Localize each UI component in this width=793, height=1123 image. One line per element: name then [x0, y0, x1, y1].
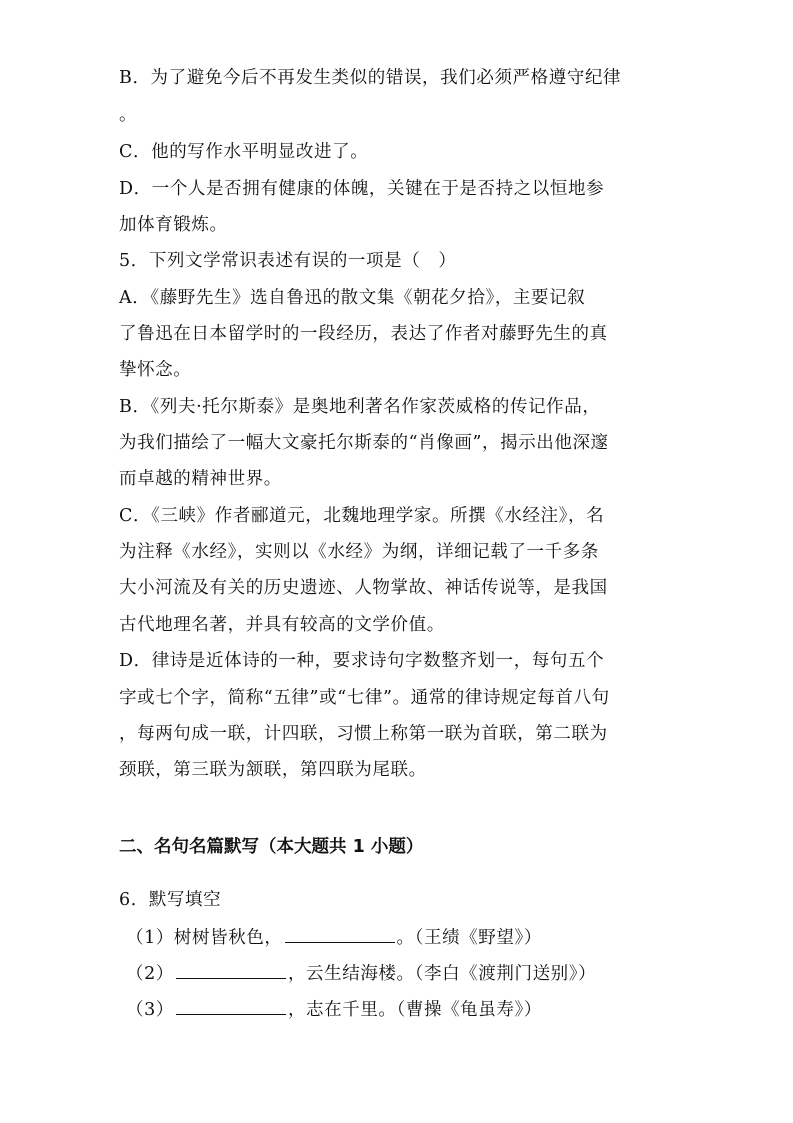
q5-line: 古代地理名著，并具有较高的文学价值。 [119, 615, 445, 635]
q6-item-2-prefix: （2） [126, 964, 174, 984]
q6-item-3 [126, 996, 542, 1022]
q6-item-1-suffix: 。（王绩《野望》） [396, 928, 542, 948]
q5-line: C．《三峡》作者郦道元，北魏地理学家。所撰《水经注》，名 [119, 506, 605, 526]
q5-line: 为我们描绘了一幅大文豪托尔斯泰的“肖像画”，揭示出他深邃 [119, 433, 609, 453]
answer-blank[interactable] [285, 924, 395, 943]
q5-line: 而卓越的精神世界。 [119, 469, 282, 489]
q5-line: B．《列夫·托尔斯泰》是奥地利著名作家茨威格的传记作品， [119, 397, 601, 417]
q4-option-d: D．一个人是否拥有健康的体魄，关键在于是否持之以恒地参 [119, 179, 605, 199]
q6-item-1 [126, 924, 542, 950]
q5-line: 了鲁迅在日本留学时的一段经历，表达了作者对藤野先生的真 [119, 324, 608, 344]
section-heading: 二、名句名篇默写（本大题共 1 小题） [119, 837, 424, 857]
q5-line: A．《藤野先生》选自鲁迅的散文集《朝花夕拾》，主要记叙 [119, 288, 586, 308]
q5-line: D．律诗是近体诗的一种，要求诗句字数整齐划一，每句五个 [119, 651, 605, 671]
q5-line: ，每两句成一联，计四联，习惯上称第一联为首联，第二联为 [119, 724, 608, 744]
q5-line: 为注释《水经》，实则以《水经》为纲，详细记载了一千多条 [119, 542, 599, 562]
q6-item-2 [126, 960, 596, 986]
q5-line: 字或七个字，简称“五律”或“七律”。通常的律诗规定每首八句 [119, 688, 610, 708]
q5-line: 大小河流及有关的历史遗迹、人物掌故、神话传说等，是我国 [119, 578, 608, 598]
q5-line: 颈联，第三联为颔联，第四联为尾联。 [119, 760, 427, 780]
q4-option-b: B．为了避免今后不再发生类似的错误，我们必须严格遵守纪律 [119, 68, 622, 88]
q4-option-c: C．他的写作水平明显改进了。 [119, 142, 369, 162]
q5-line: 挚怀念。 [119, 360, 192, 380]
q6-item-2-suffix: ，云生结海楼。（李白《渡荆门送别》） [287, 964, 597, 984]
q5-stem: 5．下列文学常识表述有误的一项是（ ） [119, 251, 457, 271]
q6-item-1-prefix: （1）树树皆秋色， [126, 928, 283, 948]
q4-option-b-continuation: 。 [119, 105, 138, 125]
q6-item-3-suffix: ，志在千里。（曹操《龟虽寿》） [287, 1000, 542, 1020]
q4-option-d-continuation: 加体育锻炼。 [119, 215, 228, 235]
q6-stem: 6．默写填空 [119, 890, 222, 910]
answer-blank[interactable] [176, 960, 286, 979]
answer-blank[interactable] [176, 996, 286, 1015]
q6-item-3-prefix: （3） [126, 1000, 174, 1020]
